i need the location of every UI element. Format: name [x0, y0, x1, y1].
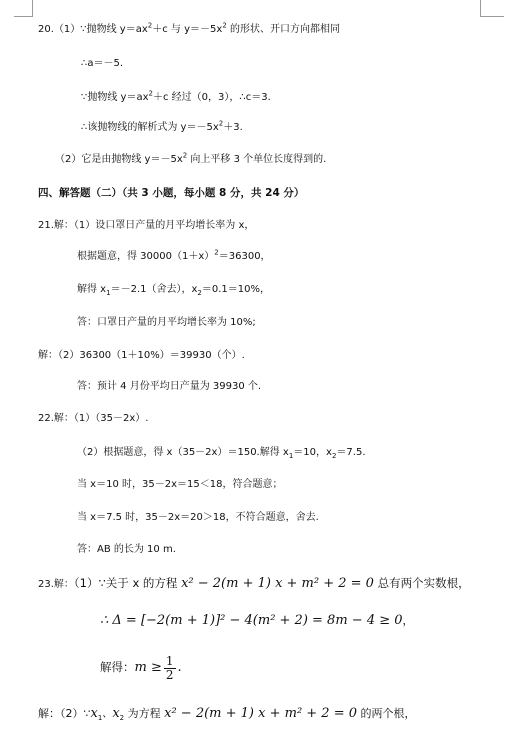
variable: x	[112, 706, 120, 721]
superscript: 2	[148, 89, 153, 98]
text-segment: （1）∵关于 x 的方程	[73, 576, 182, 590]
text-segment: .	[177, 660, 182, 675]
subscript: 2	[331, 452, 337, 460]
q23-line-2	[100, 612, 414, 630]
text-segment: 总有两个实数根，	[373, 576, 470, 590]
text-segment: （2）它是由抛物线 y＝－5x	[55, 154, 183, 165]
text-segment: ＝－2.1（舍去），x	[110, 284, 198, 295]
text-segment: ＋3.	[223, 122, 243, 133]
q21-line-3	[77, 283, 270, 297]
text-segment: 22.解：（1）（35－2x）.	[38, 413, 149, 424]
text-segment: 解：（2）36300（1＋10%）＝39930（个）.	[38, 350, 245, 361]
text-segment: 的形状、开口方向都相同	[226, 24, 340, 35]
crop-mark-top-right-vertical	[480, 0, 481, 16]
text-segment: ∴a＝－5.	[81, 58, 124, 69]
crop-mark-top-left-vertical	[32, 0, 33, 16]
q20-line-5	[55, 153, 326, 167]
q21-line-2	[77, 250, 271, 264]
text-segment: ，	[402, 614, 414, 627]
q20-line-4	[81, 121, 243, 135]
text-segment: ＝36300，	[218, 251, 271, 262]
text-segment: 、	[102, 709, 113, 720]
crop-mark-top-right-horizontal	[480, 16, 504, 17]
q22-line-3	[77, 478, 282, 492]
text-segment: 根据题意，得 30000（1＋x）	[77, 251, 215, 262]
q20-line-2	[81, 57, 123, 71]
equation: ∴ Δ = [−2(m + 1)]² − 4(m² + 2) = 8m − 4 ≥ 0	[100, 613, 403, 628]
q22-line-5	[77, 543, 176, 557]
text-segment: 答：预计 4 月份平均日产量为 39930 个.	[77, 381, 262, 392]
superscript: 2	[218, 119, 224, 128]
text-segment: ＋c 与 y＝－5x	[152, 24, 223, 35]
q22-line-1	[38, 412, 148, 426]
equation: x² − 2(m + 1) x + m² + 2 = 0	[164, 706, 358, 721]
superscript: 2	[222, 21, 227, 30]
text-segment: 向上平移 3 个单位长度得到的.	[187, 154, 327, 165]
text-segment: 20.（1）∵抛物线 y＝ax	[38, 24, 148, 35]
q20-line-1	[38, 23, 340, 37]
text-segment: ＝7.5.	[336, 447, 366, 458]
subscript: 1	[288, 452, 294, 460]
text-segment: ∴该抛物线的解析式为 y＝－5x	[81, 122, 219, 133]
text-segment: ＋c 经过（0，3），∴c＝3.	[152, 92, 271, 103]
text-segment: 23.解：	[38, 579, 74, 590]
text-segment: ∵抛物线 y＝ax	[81, 92, 149, 103]
q20-line-3	[81, 91, 271, 105]
text-segment: ＝0.1＝10%，	[201, 284, 271, 295]
text-segment: 当 x＝10 时，35－2x＝15＜18，符合题意；	[77, 479, 283, 490]
section-heading-text: 四、解答题（二）（共 3 小题，每小题 8 分，共 24 分）	[38, 187, 305, 199]
q21-line-1	[38, 219, 254, 233]
superscript: 2	[147, 21, 153, 30]
subscript: 1	[97, 714, 103, 722]
superscript: 2	[214, 248, 219, 257]
q21-line-6	[77, 380, 261, 394]
q21-line-5	[38, 349, 245, 363]
text-segment: 解得：	[100, 660, 135, 674]
subscript: 2	[119, 714, 125, 722]
text-segment: 当 x＝7.5 时，35－2x＝20＞18，不符合题意，舍去.	[77, 512, 319, 523]
text-segment: ＝10，x	[293, 447, 332, 458]
text-segment: 的两个根，	[357, 707, 416, 720]
fraction	[164, 655, 176, 682]
q23-line-4	[38, 705, 416, 723]
equation: x² − 2(m + 1) x + m² + 2 = 0	[181, 576, 374, 591]
text-segment: 21.解：（1）设口罩日产量的月平均增长率为 x，	[38, 220, 255, 231]
subscript: 2	[197, 289, 202, 297]
variable: x	[90, 706, 98, 721]
text-segment: 为方程	[124, 707, 165, 720]
text-segment: 答：口罩日产量的月平均增长率为 10%;	[77, 317, 256, 328]
equation: m ≥	[134, 660, 162, 675]
fraction-denominator: 2	[165, 667, 174, 682]
q23-line-1	[38, 575, 470, 593]
text-segment: （2）根据题意，得 x（35－2x）＝150.解得 x	[77, 447, 289, 458]
q21-line-4	[77, 316, 256, 330]
text-segment: 解：（2）∵	[38, 707, 91, 720]
section-heading	[38, 186, 304, 200]
subscript: 1	[106, 289, 111, 297]
text-segment: 答：AB 的长为 10 m.	[77, 544, 176, 555]
q22-line-2	[77, 446, 366, 460]
fraction-numerator: 1	[165, 653, 174, 668]
crop-mark-top-left-horizontal	[14, 16, 33, 17]
q22-line-4	[77, 511, 319, 525]
q23-line-3	[100, 653, 182, 683]
superscript: 2	[182, 151, 188, 160]
text-segment: 解得 x	[77, 284, 107, 295]
